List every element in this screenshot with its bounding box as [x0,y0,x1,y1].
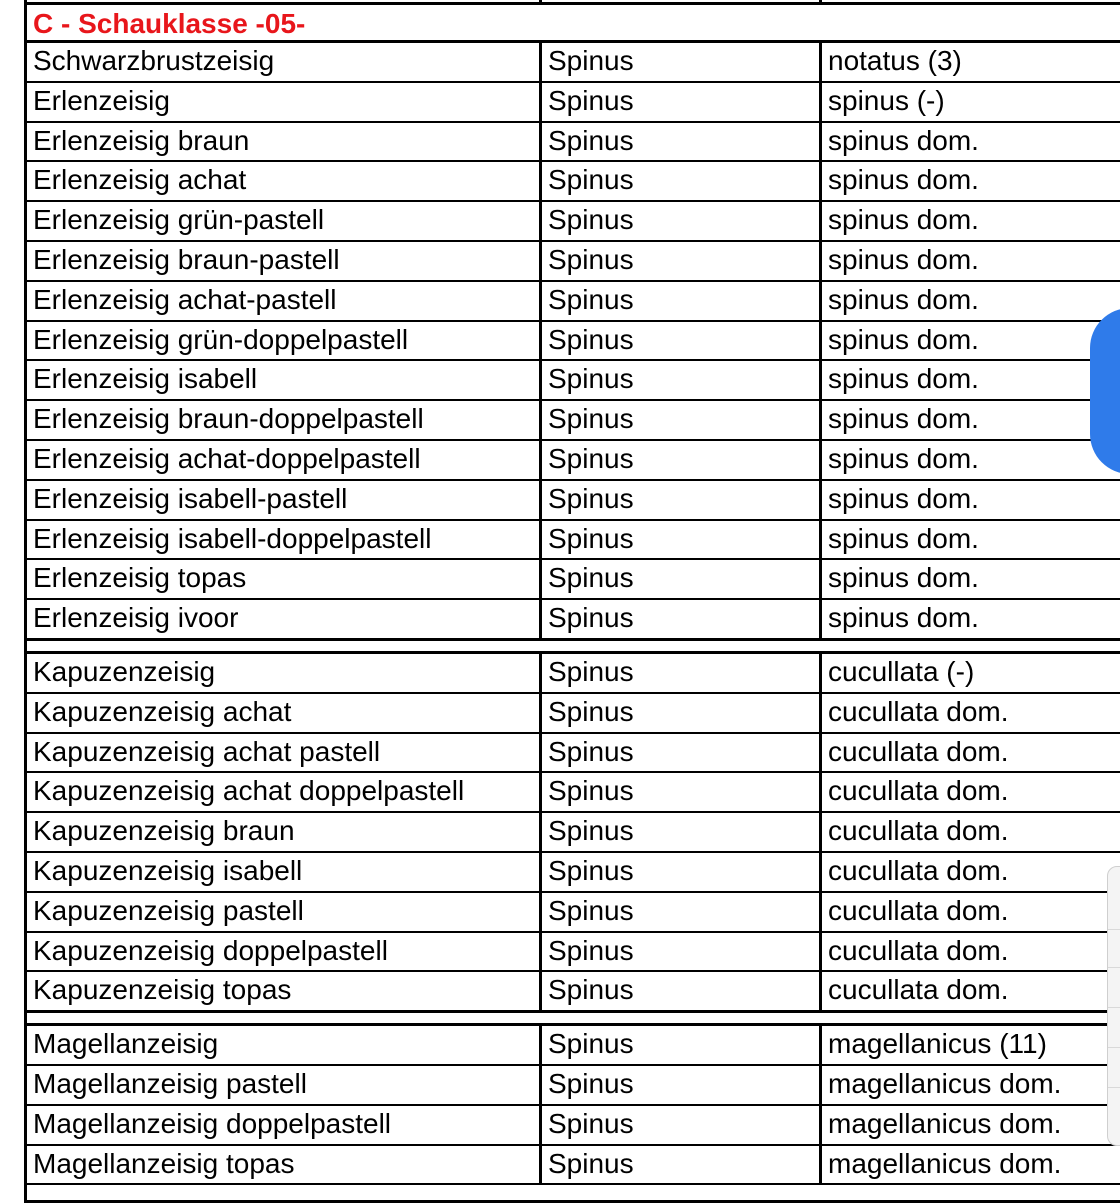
species-cell[interactable]: spinus dom. [819,441,1120,479]
genus-cell[interactable]: Spinus [539,654,819,692]
panel-divider [1108,929,1120,930]
table-row[interactable] [24,202,1120,242]
bird-name-cell[interactable]: Magellanzeisig [33,1028,219,1060]
bird-name-cell[interactable]: Erlenzeisig isabell-pastell [33,482,348,514]
bird-name-cell[interactable]: Kapuzenzeisig achat [33,695,292,727]
table-row[interactable] [24,481,1120,521]
group-separator [24,640,1120,654]
species-cell[interactable]: cucullata dom. [819,893,1120,931]
genus-cell[interactable]: Spinus [539,972,819,1010]
bird-name-cell[interactable]: Kapuzenzeisig topas [33,974,292,1006]
species-cell[interactable]: spinus dom. [819,401,1120,439]
section-header-row [24,5,1120,43]
table-row[interactable] [24,734,1120,774]
table-row[interactable] [24,972,1120,1012]
bird-name-cell[interactable]: Kapuzenzeisig doppelpastell [33,934,388,966]
species-cell[interactable]: cucullata dom. [819,853,1120,891]
species-cell[interactable]: spinus dom. [819,282,1120,320]
species-cell[interactable]: cucullata dom. [819,813,1120,851]
table-row[interactable] [24,1146,1120,1186]
bird-name-cell[interactable]: Kapuzenzeisig achat doppelpastell [33,775,465,807]
species-cell[interactable]: cucullata dom. [819,734,1120,772]
panel-divider [1108,1007,1120,1008]
bird-name-cell[interactable]: Erlenzeisig braun-doppelpastell [33,403,424,435]
species-cell[interactable]: notatus (3) [819,43,1120,81]
bird-name-cell[interactable]: Erlenzeisig achat [33,164,247,196]
genus-cell[interactable]: Spinus [539,83,819,121]
genus-cell[interactable]: Spinus [539,813,819,851]
table-row[interactable] [24,123,1120,163]
genus-cell[interactable]: Spinus [539,401,819,439]
table-row[interactable] [24,162,1120,202]
genus-cell[interactable]: Spinus [539,773,819,811]
species-cell[interactable]: magellanicus (11) [819,1026,1120,1064]
bird-name-cell[interactable]: Erlenzeisig braun [33,124,250,156]
species-cell[interactable]: spinus dom. [819,202,1120,240]
species-cell[interactable]: cucullata dom. [819,933,1120,971]
table-row[interactable] [24,401,1120,441]
species-cell[interactable]: spinus dom. [819,361,1120,399]
bird-name-cell[interactable]: Kapuzenzeisig achat pastell [33,735,381,767]
species-cell[interactable]: cucullata dom. [819,694,1120,732]
bird-name-cell[interactable]: Erlenzeisig ivoor [33,602,239,634]
table-row[interactable] [24,361,1120,401]
table-row[interactable] [24,322,1120,362]
table-row[interactable] [24,242,1120,282]
genus-cell[interactable]: Spinus [539,481,819,519]
section-title: C - Schauklasse -05- [33,8,306,39]
table-row[interactable] [24,694,1120,734]
bird-name-cell[interactable]: Kapuzenzeisig [33,656,216,687]
bird-name-cell[interactable]: Magellanzeisig topas [33,1147,295,1179]
species-cell[interactable]: magellanicus dom. [819,1146,1120,1184]
bird-name-cell[interactable]: Kapuzenzeisig braun [33,815,295,847]
species-cell[interactable]: spinus dom. [819,481,1120,519]
genus-cell[interactable]: Spinus [539,893,819,931]
bird-name-cell[interactable]: Erlenzeisig grün-pastell [33,204,325,236]
genus-cell[interactable]: Spinus [539,1106,819,1144]
bird-name-cell[interactable]: Kapuzenzeisig isabell [33,855,303,886]
species-cell[interactable]: spinus dom. [819,560,1120,598]
species-cell[interactable]: cucullata dom. [819,773,1120,811]
genus-cell[interactable]: Spinus [539,1146,819,1184]
genus-cell[interactable]: Spinus [539,853,819,891]
genus-cell[interactable]: Spinus [539,43,819,81]
table-row[interactable] [24,853,1120,893]
table-row[interactable] [24,441,1120,481]
species-cell[interactable]: spinus dom. [819,521,1120,559]
bird-name-cell[interactable]: Magellanzeisig doppelpastell [33,1107,392,1139]
species-cell[interactable]: cucullata (-) [819,654,1120,692]
genus-cell[interactable]: Spinus [539,202,819,240]
genus-cell[interactable]: Spinus [539,933,819,971]
genus-cell[interactable]: Spinus [539,361,819,399]
species-cell[interactable]: cucullata dom. [819,972,1120,1010]
table-row[interactable] [24,1026,1120,1066]
table-row[interactable] [24,521,1120,561]
species-cell[interactable]: magellanicus dom. [819,1106,1120,1144]
bird-name-cell[interactable]: Schwarzbrustzeisig [33,45,275,76]
panel-divider [1108,1087,1120,1088]
species-cell[interactable]: magellanicus dom. [819,1066,1120,1104]
table-row[interactable] [24,560,1120,600]
bird-name-cell[interactable]: Erlenzeisig braun-pastell [33,244,340,275]
table-row[interactable] [24,933,1120,973]
genus-cell[interactable]: Spinus [539,734,819,772]
species-cell[interactable]: spinus (-) [819,83,1120,121]
genus-cell[interactable]: Spinus [539,521,819,559]
table-row[interactable] [24,1066,1120,1106]
panel-divider [1108,967,1120,968]
side-panel-tab[interactable] [1107,866,1120,1146]
table-row[interactable] [24,654,1120,694]
species-cell[interactable]: spinus dom. [819,322,1120,360]
genus-cell[interactable]: Spinus [539,282,819,320]
genus-cell[interactable]: Spinus [539,242,819,280]
genus-cell[interactable]: Spinus [539,322,819,360]
bird-name-cell[interactable]: Erlenzeisig grün-doppelpastell [33,323,409,355]
genus-cell[interactable]: Spinus [539,441,819,479]
floating-action-button[interactable] [1090,308,1120,474]
genus-cell[interactable]: Spinus [539,1066,819,1104]
bird-name-cell[interactable]: Erlenzeisig [33,84,170,116]
table-row[interactable] [24,773,1120,813]
table-row[interactable] [24,893,1120,933]
bird-name-cell[interactable]: Erlenzeisig topas [33,562,247,594]
table-row[interactable] [24,813,1120,853]
genus-cell[interactable]: Spinus [539,694,819,732]
species-cell[interactable]: spinus dom. [819,123,1120,161]
table-row[interactable] [24,43,1120,83]
bird-name-cell[interactable]: Magellanzeisig pastell [33,1068,307,1099]
genus-cell[interactable]: Spinus [539,162,819,200]
genus-cell[interactable]: Spinus [539,560,819,598]
table-row[interactable] [24,83,1120,123]
bird-name-cell[interactable]: Erlenzeisig achat-pastell [33,283,337,315]
genus-cell[interactable]: Spinus [539,1026,819,1064]
genus-cell[interactable]: Spinus [539,600,819,638]
table-row[interactable] [24,600,1120,640]
group-separator [24,1012,1120,1026]
table-row[interactable] [24,1106,1120,1146]
species-cell[interactable]: spinus dom. [819,600,1120,638]
bird-name-cell[interactable]: Erlenzeisig isabell-doppelpastell [33,522,432,554]
bird-name-cell[interactable]: Erlenzeisig isabell [33,363,258,395]
panel-divider [1108,1047,1120,1048]
species-cell[interactable]: spinus dom. [819,242,1120,280]
bird-name-cell[interactable]: Erlenzeisig achat-doppelpastell [33,443,421,474]
species-cell[interactable]: spinus dom. [819,162,1120,200]
table-bottom-edge [24,1185,1120,1203]
table-row[interactable] [24,282,1120,322]
genus-cell[interactable]: Spinus [539,123,819,161]
bird-name-cell[interactable]: Kapuzenzeisig pastell [33,894,304,926]
